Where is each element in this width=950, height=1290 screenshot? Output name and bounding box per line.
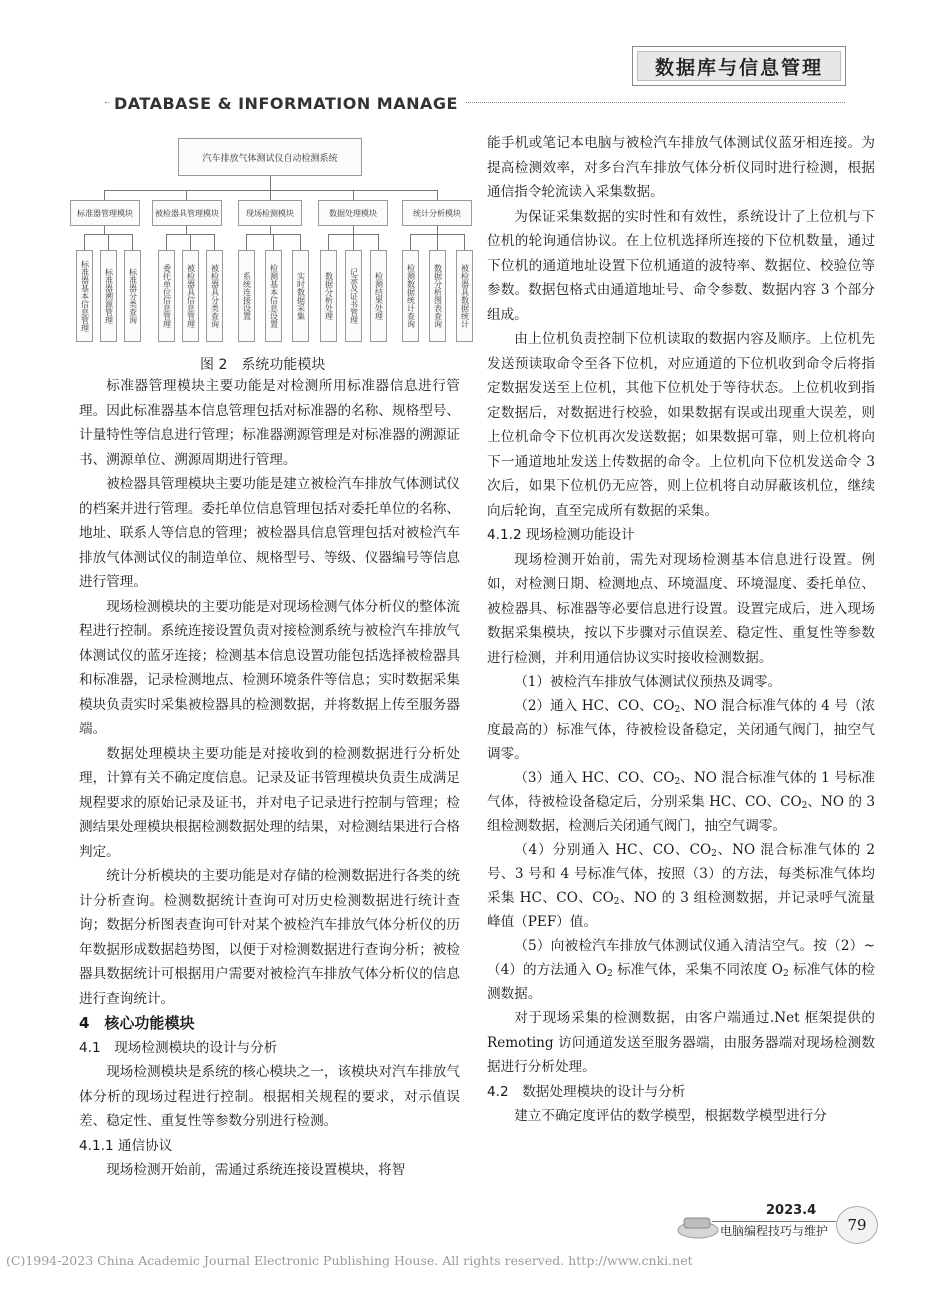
sub-result-processing: 检测结果处理 <box>370 250 387 342</box>
sub-basic-info-settings: 检测基本信息设置 <box>265 250 282 342</box>
module-data-processing: 数据处理模块 <box>318 200 388 226</box>
step-2: （2）通入 HC、CO、$CO_2$、NO 混合标准气体的 4 号（浓度最高的）标准气体，待被检设备稳定，关闭通气阀门，抽空气调零。 <box>487 698 875 762</box>
sub-data-analysis: 数据分析处理 <box>320 250 337 342</box>
section-title-cn: 数据库与信息管理 <box>637 51 841 81</box>
diagram-root: 汽车排放气体测试仪自动检测系统 <box>178 138 362 176</box>
magazine-name: 电脑编程技巧与维护 <box>720 1224 829 1238</box>
paragraph: 能手机或笔记本电脑与被检汽车排放气体测试仪蓝牙相连接。为提高检测效率，对多台汽车排放气体分析仪同时进行检测，根据通信指令轮流读入采集数据。 <box>487 135 875 200</box>
copyright-watermark: (C)1994-2023 China Academic Journal Electronic Publishing House. All rights reserved. http://www.cnki.net <box>6 1253 693 1268</box>
right-column <box>487 131 875 1129</box>
step-1: （1）被检汽车排放气体测试仪预热及调零。 <box>514 674 782 690</box>
section-heading-4-2: 4.2 数据处理模块的设计与分析 <box>487 1083 686 1100</box>
sub-test-data-stat-query: 检测数据统计查询 <box>402 250 419 342</box>
section-heading-4-1-1: 4.1.1 通信协议 <box>79 1137 173 1154</box>
paragraph: 建立不确定度评估的数学模型，根据数学模型进行分 <box>514 1108 827 1124</box>
section-heading-4-1-2: 4.1.2 现场检测功能设计 <box>487 527 635 543</box>
paragraph: 对于现场采集的检测数据，由客户端通过.Net 框架提供的 Remoting 访问通道发送至服务器端，由服务器端对现场检测数据进行分析处理。 <box>487 1010 875 1075</box>
magazine-logo-icon <box>676 1212 720 1242</box>
system-function-diagram <box>60 128 480 350</box>
page-number: 79 <box>836 1206 878 1244</box>
paragraph: 现场检测模块是系统的核心模块之一，该模块对汽车排放气体分析的现场过程进行控制。根据相关规程的要求，对示值误差、稳定性、重复性等参数分别进行检测。 <box>79 1064 460 1129</box>
module-statistics: 统计分析模块 <box>402 200 472 226</box>
sub-instrument-data-stat: 被检器具数据统计 <box>456 250 473 342</box>
section-title-en: DATABASE & INFORMATION MANAGE <box>110 94 466 113</box>
module-onsite-test: 现场检测模块 <box>238 200 302 226</box>
sub-record-certificate: 记录及证书管理 <box>345 250 362 342</box>
sub-standard-traceability: 标准器溯源管理 <box>100 250 117 342</box>
section-heading-4-1: 4.1 现场检测模块的设计与分析 <box>79 1039 278 1056</box>
step-3: （3）通入 HC、CO、$CO_2$、NO 混合标准气体的 1 号标准气体，待被检设备稳定后，分别采集 HC、CO、$CO_2$、NO 的 3 组检测数据，检测后关闭通气阀门，抽空气调零。 <box>487 770 875 834</box>
paragraph: 为保证采集数据的实时性和有效性，系统设计了上位机与下位机的轮询通信协议。在上位机选择所连接的下位机数量，通过下位机的通道地址设置下位机通道的波特率、数据位、校验位等参数。数据包格式由通道地址号、命令参数、数据内容 3 个部分组成。 <box>487 208 875 323</box>
sub-standard-category-query: 标准器分类查询 <box>124 250 141 342</box>
paragraph: 数据处理模块主要功能是对接收到的检测数据进行分析处理，计算有关不确定度信息。记录及证书管理模块负责生成满足规程要求的原始记录及证书，并对电子记录进行控制与管理；检测结果处理模块根据检测数据处理的结果，对检测结果进行合格判定。 <box>79 745 460 860</box>
paragraph: 现场检测开始前，需通过系统连接设置模块，将智 <box>106 1162 406 1178</box>
paragraph: 由上位机负责控制下位机读取的数据内容及顺序。上位机先发送预读取命令至各下位机，对应通道的下位机收到命令后将指定数据发送至上位机，其他下位机处于等待状态。上位机收到指定数据后，对数据进行校验，如果数据有误或出现重大误差，则上位机命令下位机再次发送数据；如果数据可靠，则上位机将向下一通道地址发送上传数据的命令。上位机向下位机发送命令 3 次后，如果下位机仍无应答，则上位机将自动屏蔽该机位，继续向后轮询，直至完成所有数据的采集。 <box>487 331 875 519</box>
sub-realtime-acquisition: 实时数据采集 <box>292 250 309 342</box>
sub-client-info: 委托单位信息管理 <box>158 250 175 342</box>
section-header-box <box>632 46 846 86</box>
left-column <box>79 374 460 1183</box>
module-standard-mgmt: 标准器管理模块 <box>70 200 140 226</box>
sub-chart-query: 数据分析图表查询 <box>429 250 446 342</box>
sub-connection-settings: 系统连接设置 <box>238 250 255 342</box>
step-4: （4）分别通入 HC、CO、$CO_2$、NO 混合标准气体的 2 号、3 号和 4 号标准气体，按照（3）的方法，每类标准气体均采集 HC、CO、$CO_2$、NO 的 3 组检测数据，并记录呼气流量峰值（PEF）值。 <box>487 842 875 930</box>
step-5: （5）向被检汽车排放气体测试仪通入清洁空气。按（2）~（4）的方法通入 $O_2$ 标准气体，采集不同浓度 $O_2$ 标准气体的检测数据。 <box>487 938 875 1002</box>
paragraph: 现场检测开始前，需先对现场检测基本信息进行设置。例如，对检测日期、检测地点、环境温度、环境湿度、委托单位、被检器具、标准器等必要信息进行设置。设置完成后，进入现场数据采集模块，按以下步骤对示值误差、稳定性、重复性等参数进行检测，并利用通信协议实时接收检测数据。 <box>487 551 875 666</box>
sub-instrument-category-query: 被检器具分类查询 <box>206 250 223 342</box>
sub-standard-basic-info: 标准器基本信息管理 <box>76 250 93 342</box>
paragraph: 现场检测模块的主要功能是对现场检测气体分析仪的整体流程进行控制。系统连接设置负责对接检测系统与被检汽车排放气体测试仪的蓝牙连接；检测基本信息设置功能包括选择被检器具和标准器，记录检测地点、检测环境条件等信息；实时数据采集模块负责实时采集被检器具的检测数据，并将数据上传至服务器端。 <box>79 598 460 737</box>
sub-instrument-info: 被检器具信息管理 <box>182 250 199 342</box>
module-instrument-mgmt: 被检器具管理模块 <box>152 200 222 226</box>
figure-caption: 图 2 系统功能模块 <box>200 357 326 373</box>
paragraph: 被检器具管理模块主要功能是建立被检汽车排放气体测试仪的档案并进行管理。委托单位信息管理包括对委托单位的名称、地址、联系人等信息的管理；被检器具信息管理包括对被检汽车排放气体测试仪的制造单位、规格型号、等级、仪器编号等信息进行管理。 <box>79 476 460 590</box>
section-heading-4: 4 核心功能模块 <box>79 1014 195 1032</box>
paragraph: 统计分析模块的主要功能是对存储的检测数据进行各类的统计分析查询。检测数据统计查询可对历史检测数据进行统计查询；数据分析图表查询可针对某个被检汽车排放气体分析仪的历年数据形成数据趋势图，以便于对检测数据进行查询分析；被检器具数据统计可根据用户需要对被检汽车排放气体分析仪的信息进行查询统计。 <box>79 868 460 1007</box>
issue-number: 2023.4 <box>766 1203 817 1218</box>
paragraph: 标准器管理模块主要功能是对检测所用标准器信息进行管理。因此标准器基本信息管理包括对标准器的名称、规格型号、计量特性等信息进行管理；标准器溯源管理是对标准器的溯源证书、溯源单位、溯源周期进行管理。 <box>79 378 460 468</box>
